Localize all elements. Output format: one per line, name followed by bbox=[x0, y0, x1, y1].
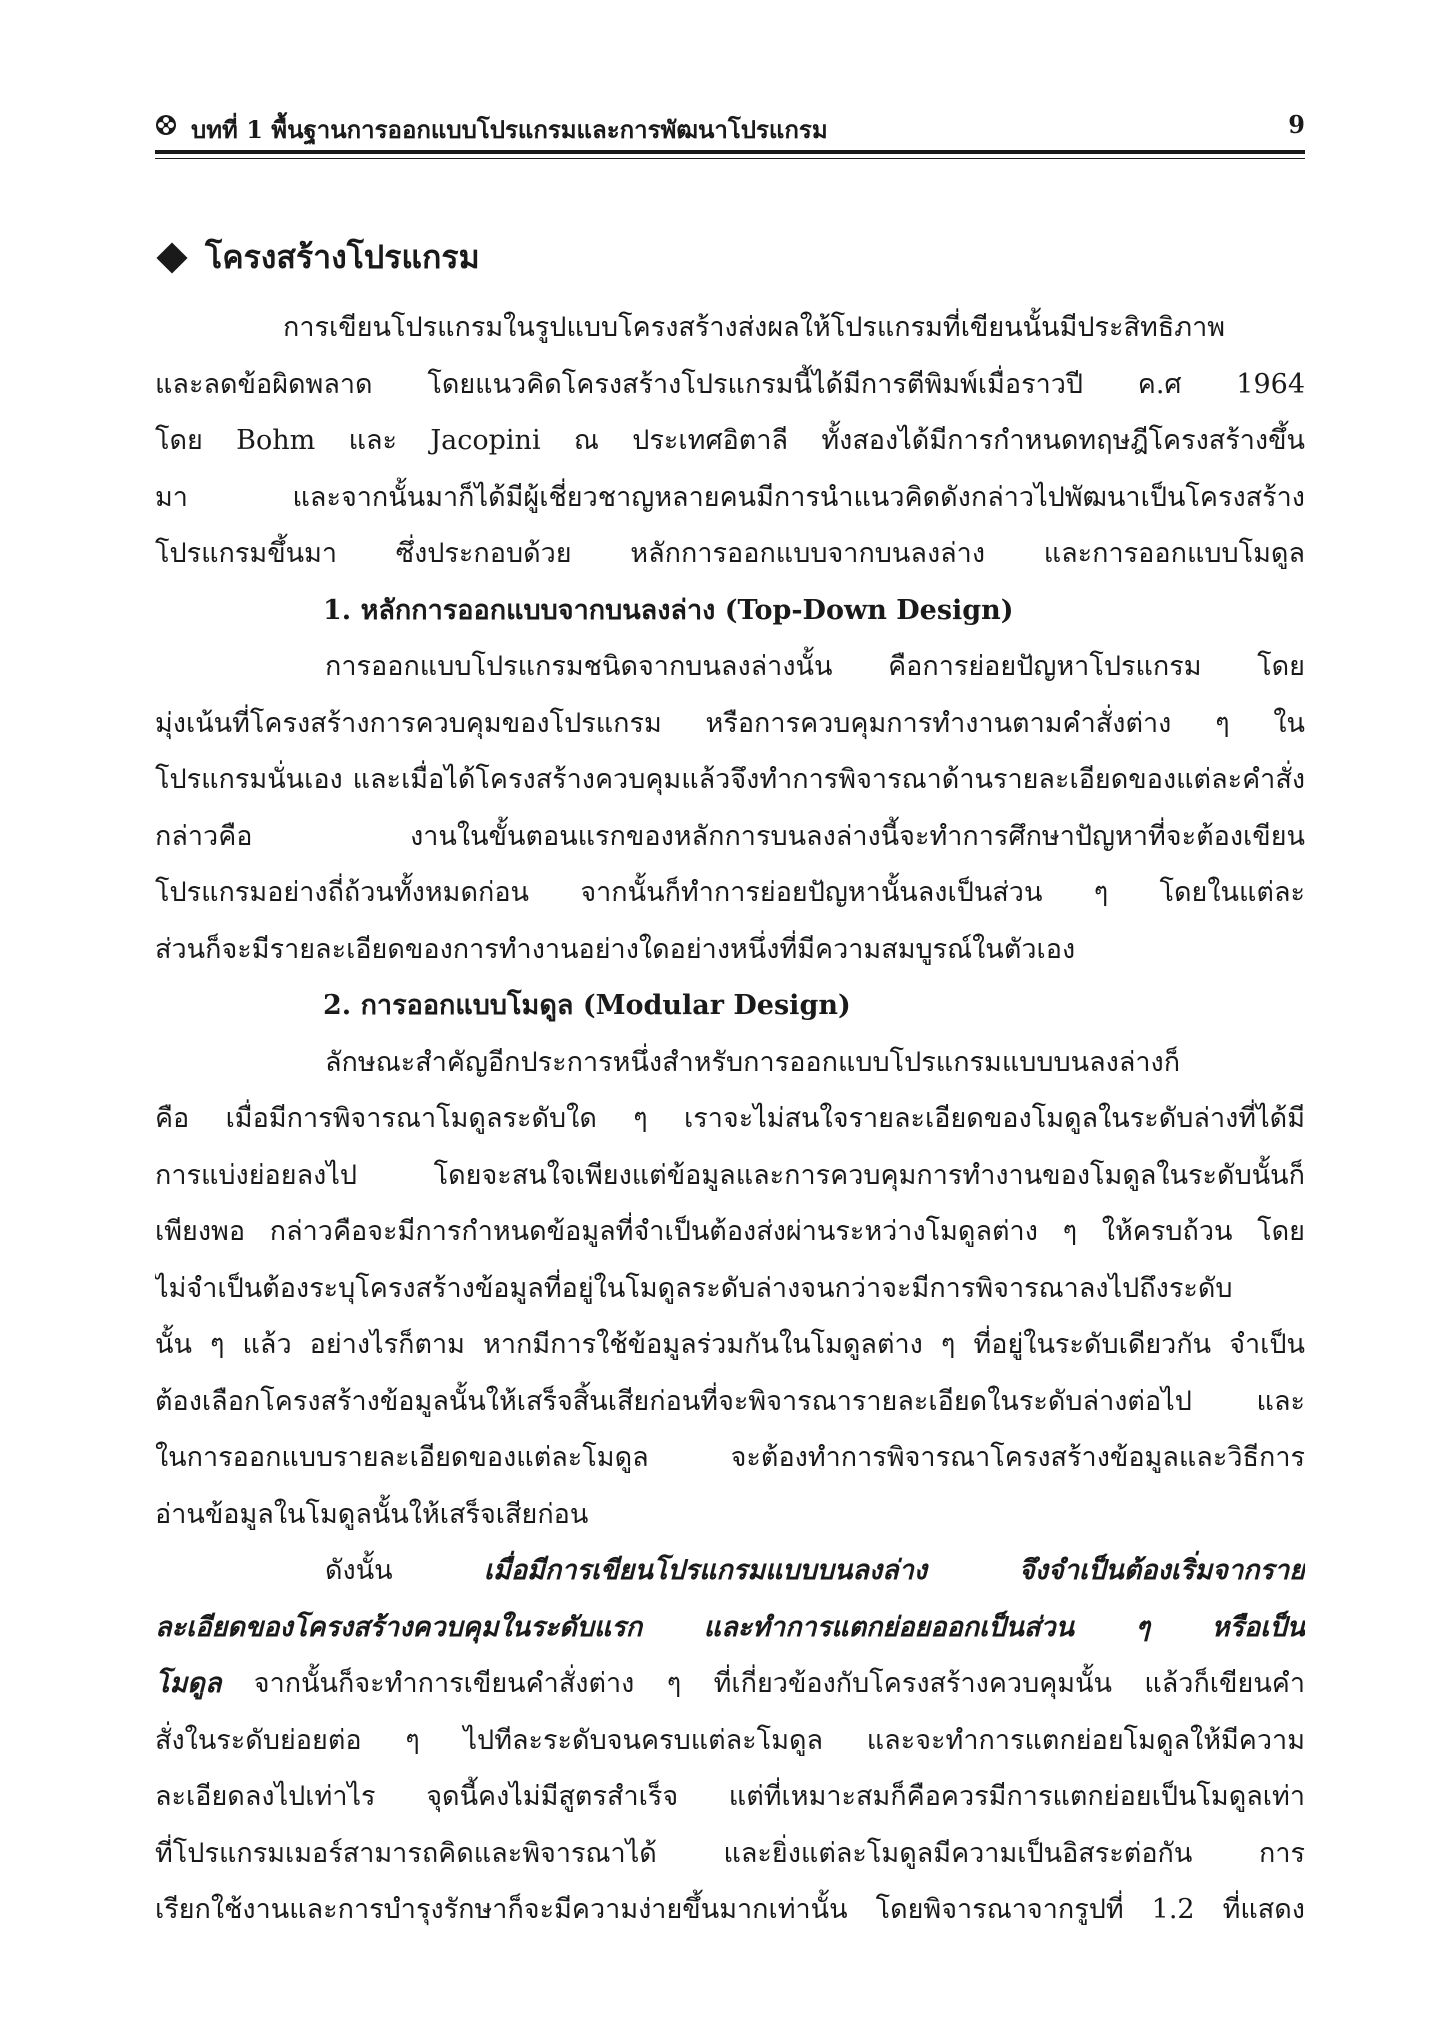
emphasis-text: เมื่อมีการเขียนโปรแกรมแบบบนลงล่าง จึงจำเป็นต้องเริ่มจากราย bbox=[483, 1555, 1305, 1586]
plain-text: ดังนั้น bbox=[325, 1555, 484, 1586]
header-rule-thick bbox=[155, 150, 1305, 154]
paragraph-line: กล่าวคือ งานในขั้นตอนแรกของหลักการบนลงล่างนี้จะทำการศึกษาปัญหาที่จะต้องเขียน bbox=[155, 820, 1305, 852]
running-header bbox=[155, 108, 1305, 148]
emphasis-text: โมดูล bbox=[155, 1668, 222, 1699]
paragraph-line: เรียกใช้งานและการบำรุงรักษาก็จะมีความง่ายขึ้นมากเท่านั้น โดยพิจารณาจากรูปที่ 1.2 ที่แสดง bbox=[155, 1894, 1305, 1925]
paragraph-line: ในการออกแบบรายละเอียดของแต่ละโมดูล จะต้องทำการพิจารณาโครงสร้างข้อมูลและวิธีการ bbox=[155, 1442, 1305, 1473]
paragraph-line bbox=[155, 1543, 1305, 1600]
paragraph-line: การออกแบบโปรแกรมชนิดจากบนลงล่างนั้น คือการย่อยปัญหาโปรแกรม โดย bbox=[325, 651, 1305, 682]
paragraph-line: ไม่จำเป็นต้องระบุโครงสร้างข้อมูลที่อยู่ในโมดูลระดับล่างจนกว่าจะมีการพิจารณาลงไปถึงระดับ bbox=[155, 1272, 1233, 1304]
paragraph-line: โปรแกรมขึ้นมา ซึ่งประกอบด้วย หลักการออกแบบจากบนลงล่าง และการออกแบบโมดูล bbox=[155, 538, 1305, 569]
paragraph-line: นั้น ๆ แล้ว อย่างไรก็ตาม หากมีการใช้ข้อมูลร่วมกันในโมดูลต่าง ๆ ที่อยู่ในระดับเดียวกัน จำเป็น bbox=[155, 1329, 1305, 1360]
section-heading bbox=[155, 232, 480, 283]
body-text bbox=[155, 300, 1305, 1939]
paragraph-line: เพียงพอ กล่าวคือจะมีการกำหนดข้อมูลที่จำเป็นต้องส่งผ่านระหว่างโมดูลต่าง ๆ ให้ครบถ้วน โดย bbox=[155, 1216, 1305, 1247]
page-number: 9 bbox=[1288, 110, 1305, 139]
paragraph-line bbox=[155, 1600, 1305, 1657]
paragraph-line: ต้องเลือกโครงสร้างข้อมูลนั้นให้เสร็จสิ้นเสียก่อนที่จะพิจารณารายละเอียดในระดับล่างต่อไป และ bbox=[155, 1385, 1305, 1417]
paragraph-line: มา และจากนั้นมาก็ได้มีผู้เชี่ยวชาญหลายคนมีการนำแนวคิดดังกล่าวไปพัฒนาเป็นโครงสร้าง bbox=[155, 481, 1305, 513]
header-rule-thin bbox=[155, 158, 1305, 159]
paragraph-line: โดย Bohm และ Jacopini ณ ประเทศอิตาลี ทั้งสองได้มีการกำหนดทฤษฎีโครงสร้างขึ้น bbox=[155, 425, 1305, 456]
paragraph-line: โปรแกรมอย่างถี่ถ้วนทั้งหมดก่อน จากนั้นก็ทำการย่อยปัญหานั้นลงเป็นส่วน ๆ โดยในแต่ละ bbox=[155, 877, 1305, 908]
diamond-bullet-icon bbox=[156, 242, 187, 273]
paragraph-line: การเขียนโปรแกรมในรูปแบบโครงสร้างส่งผลให้โปรแกรมที่เขียนนั้นมีประสิทธิภาพ bbox=[283, 312, 1226, 343]
paragraph-line: ที่โปรแกรมเมอร์สามารถคิดและพิจารณาได้ และยิ่งแต่ละโมดูลมีความเป็นอิสระต่อกัน การ bbox=[155, 1837, 1305, 1869]
paragraph-line: มุ่งเน้นที่โครงสร้างการควบคุมของโปรแกรม หรือการควบคุมการทำงานตามคำสั่งต่าง ๆ ใน bbox=[155, 707, 1305, 739]
paragraph-line: สั่งในระดับย่อยต่อ ๆ ไปทีละระดับจนครบแต่ละโมดูล และจะทำการแตกย่อยโมดูลให้มีความ bbox=[155, 1724, 1305, 1756]
plain-text: จากนั้นก็จะทำการเขียนคำสั่งต่าง ๆ ที่เกี่ยวข้องกับโครงสร้างควบคุมนั้น แล้วก็เขียนคำ bbox=[221, 1668, 1305, 1699]
paragraph-line: ส่วนก็จะมีรายละเอียดของการทำงานอย่างใดอย่างหนึ่งที่มีความสมบูรณ์ในตัวเอง bbox=[155, 933, 1076, 965]
paragraph-line: โปรแกรมนั่นเอง และเมื่อได้โครงสร้างควบคุมแล้วจึงทำการพิจารณาด้านรายละเอียดของแต่ละคำสั่ง bbox=[155, 764, 1305, 795]
paragraph-line: อ่านข้อมูลในโมดูลนั้นให้เสร็จเสียก่อน bbox=[155, 1498, 589, 1530]
flower-bullet-icon bbox=[155, 114, 177, 136]
paragraph-line: คือ เมื่อมีการพิจารณาโมดูลระดับใด ๆ เราจะไม่สนใจรายละเอียดของโมดูลในระดับล่างที่ได้มี bbox=[155, 1103, 1305, 1134]
paragraph-line bbox=[155, 1656, 1305, 1713]
subsection-heading-topdown: 1. หลักการออกแบบจากบนลงล่าง (Top-Down Design) bbox=[323, 594, 1014, 626]
paragraph-line: และลดข้อผิดพลาด โดยแนวคิดโครงสร้างโปรแกรมนี้ได้มีการตีพิมพ์เมื่อราวปี ค.ศ 1964 bbox=[155, 368, 1305, 400]
section-heading-text: โครงสร้างโปรแกรม bbox=[205, 238, 480, 276]
paragraph-line: ลักษณะสำคัญอีกประการหนึ่งสำหรับการออกแบบโปรแกรมแบบบนลงล่างก็ bbox=[325, 1046, 1181, 1078]
chapter-title: บทที่ 1 พื้นฐานการออกแบบโปรแกรมและการพัฒนาโปรแกรม bbox=[191, 115, 828, 144]
subsection-heading-modular: 2. การออกแบบโมดูล (Modular Design) bbox=[323, 990, 851, 1021]
paragraph-line: การแบ่งย่อยลงไป โดยจะสนใจเพียงแต่ข้อมูลและการควบคุมการทำงานของโมดูลในระดับนั้นก็ bbox=[155, 1159, 1305, 1191]
emphasis-text: ละเอียดของโครงสร้างควบคุมในระดับแรก และทำการแตกย่อยออกเป็นส่วน ๆ หรือเป็น bbox=[155, 1611, 1305, 1643]
paragraph-line: ละเอียดลงไปเท่าไร จุดนี้คงไม่มีสูตรสำเร็จ แต่ที่เหมาะสมก็คือควรมีการแตกย่อยเป็นโมดูลเท่า bbox=[155, 1781, 1305, 1812]
